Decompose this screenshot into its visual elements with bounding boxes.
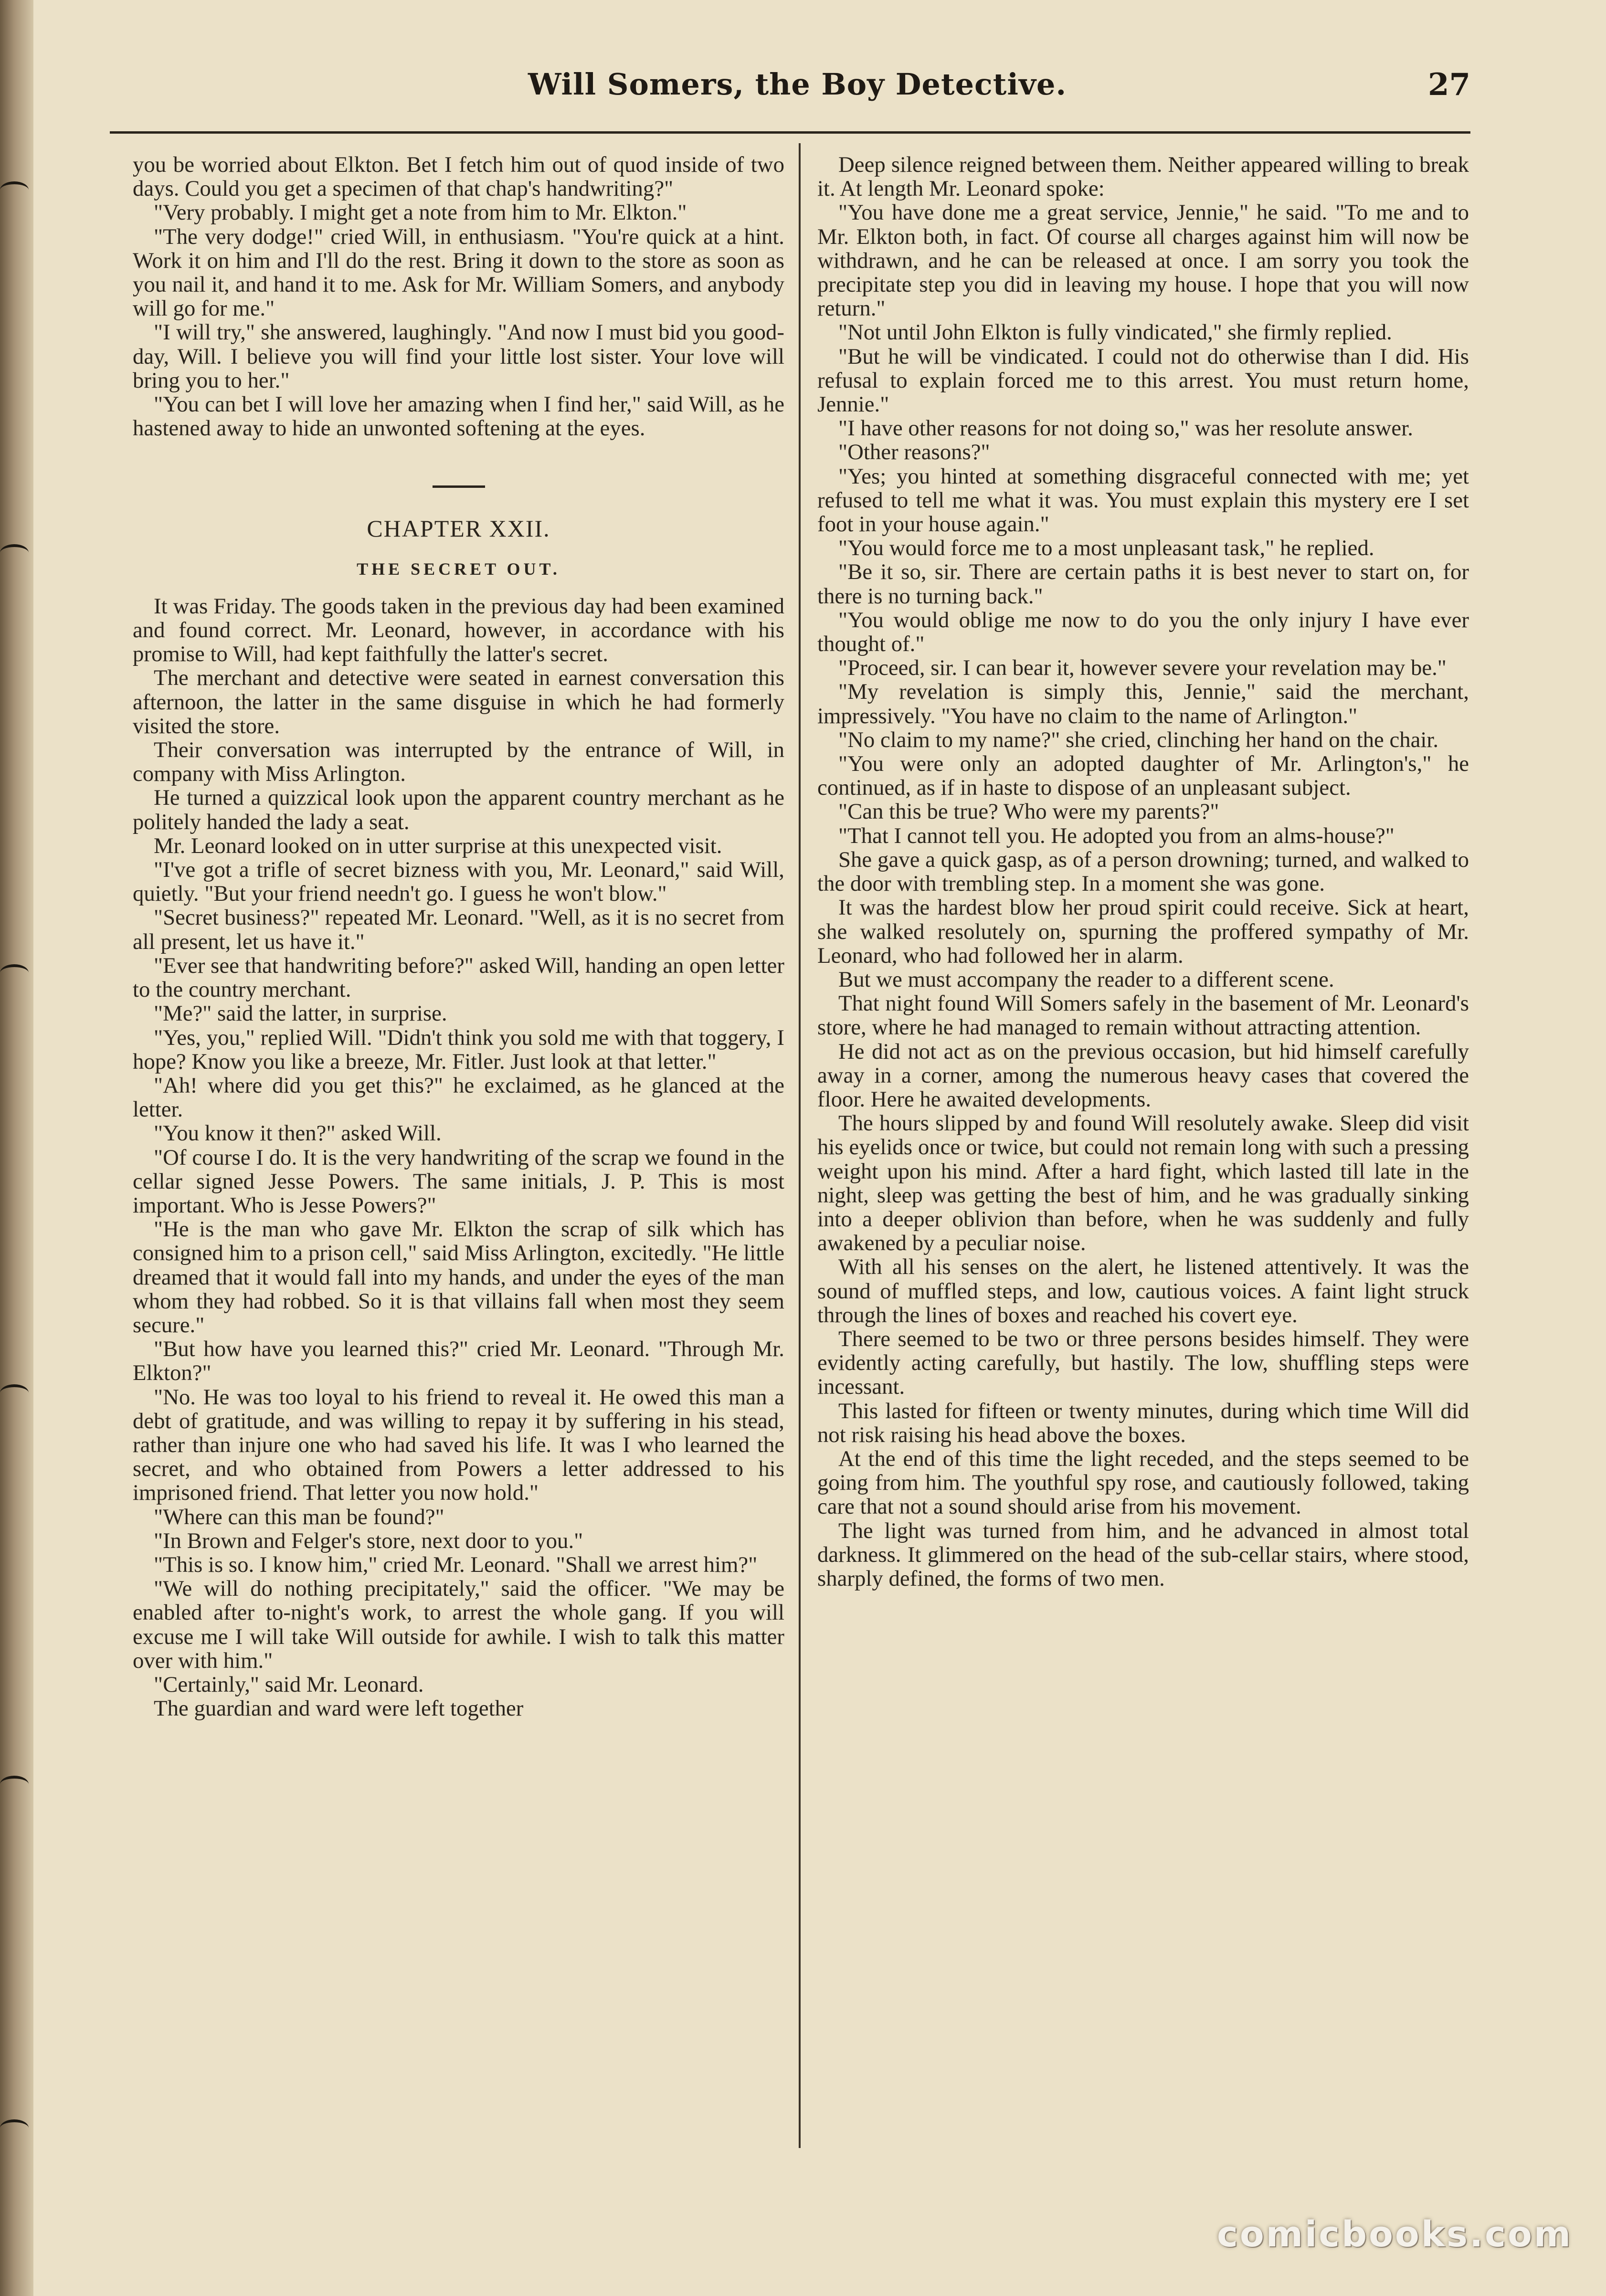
paragraph: Their conversation was interrupted by the entrance of Will, in company with Miss Arlington. xyxy=(133,737,784,787)
paragraph: "He is the man who gave Mr. Elkton the scrap of silk which has consigned him to a prison cell," said Miss Arlington, excitedly. "He little dreamed that it would fall into my hands, and under the eyes of the man whom they had robbed. So it is that villains fall when most they seem secure." xyxy=(133,1217,784,1338)
right-column-text xyxy=(817,153,1469,1590)
left-column-text-before-chapter xyxy=(133,153,784,440)
paragraph: "My revelation is simply this, Jennie," said the merchant, impressively. "You have no claim to the name of Arlington." xyxy=(817,679,1469,728)
paragraph: "We will do nothing precipitately," said the officer. "We may be enabled after to-night's work, to arrest the whole gang. If you will excuse me I will take Will outside for awhile. I wish to talk this matter over with him." xyxy=(133,1576,784,1673)
binding-stitch xyxy=(0,1384,29,1401)
paragraph: "That I cannot tell you. He adopted you from an alms-house?" xyxy=(838,823,1395,848)
paragraph: "The very dodge!" cried Will, in enthusiasm. "You're quick at a hint. Work it on him and I'll do the rest. Bring it down to the store as soon as you nail it, and hand it to me. Ask for Mr. William Somers, and anybody will go for me." xyxy=(133,224,784,321)
paragraph: "Certainly," said Mr. Leonard. xyxy=(154,1672,424,1697)
paragraph: "No. He was too loyal to his friend to reveal it. He owed this man a debt of gratitude, and was willing to repay it by suffering in his stead, rather than injure one who had saved his life. It was I who learned the secret, and who obtained from Powers a letter addressed to his imprisoned friend. That letter you now hold." xyxy=(133,1384,784,1506)
paragraph: Mr. Leonard looked on in utter surprise at this unexpected visit. xyxy=(154,833,722,858)
paragraph: "I have other reasons for not doing so," was her resolute answer. xyxy=(838,416,1413,441)
paragraph: She gave a quick gasp, as of a person drowning; turned, and walked to the door with trembling step. In a moment she was gone. xyxy=(817,847,1469,896)
paragraph: "Me?" said the latter, in surprise. xyxy=(154,1001,447,1026)
header-rule xyxy=(110,131,1470,134)
paragraph: There seemed to be two or three persons besides himself. They were evidently acting carefully, but hastily. The low, shuffling steps were incessant. xyxy=(817,1326,1469,1400)
running-title: Will Somers, the Boy Detective. xyxy=(528,67,1067,102)
paragraph: "I've got a trifle of secret bizness with you, Mr. Leonard," said Will, quietly. "But your friend needn't go. I guess he won't blow." xyxy=(133,857,784,906)
paragraph: "Can this be true? Who were my parents?" xyxy=(838,799,1219,824)
left-column xyxy=(133,153,784,2138)
paragraph: "Of course I do. It is the very handwriting of the scrap we found in the cellar signed Jesse Powers. The same initials, J. P. This is most important. Who is Jesse Powers?" xyxy=(133,1145,784,1218)
paragraph: But we must accompany the reader to a different scene. xyxy=(838,967,1334,992)
paragraph: It was Friday. The goods taken in the previous day had been examined and found correct. Mr. Leonard, however, in accordance with his promise to Will, had kept faithfully the latter's secret. xyxy=(133,593,784,667)
paragraph: It was the hardest blow her proud spirit could receive. Sick at heart, she walked resolutely on, spurning the proffered sympathy of Mr. Leonard, who had followed her in alarm. xyxy=(817,895,1469,968)
paragraph: "But he will be vindicated. I could not do otherwise than I did. His refusal to explain forced me to this arrest. You must return home, Jennie." xyxy=(817,344,1469,417)
binding-stitch xyxy=(0,1776,29,1793)
paragraph: "Ah! where did you get this?" he exclaimed, as he glanced at the letter. xyxy=(133,1073,784,1122)
paragraph: "In Brown and Felger's store, next door to you." xyxy=(154,1528,583,1553)
paragraph: With all his senses on the alert, he listened attentively. It was the sound of muffled steps, and low, cautious voices. A faint light struck through the lines of boxes and reached his covert eye. xyxy=(817,1254,1469,1327)
paragraph: The guardian and ward were left together xyxy=(154,1696,524,1721)
paragraph: The light was turned from him, and he advanced in almost total darkness. It glimmered on the head of the sub-cellar stairs, where stood, sharply defined, the forms of two men. xyxy=(817,1518,1469,1591)
right-column xyxy=(817,153,1469,2138)
paragraph: "You have done me a great service, Jennie," he said. "To me and to Mr. Elkton both, in fact. Of course all charges against him will now be withdrawn, and he can be released at once. I am sorry you took the precipitate step you did in leaving my house. I hope that you will now return." xyxy=(817,200,1469,321)
paragraph: "Not until John Elkton is fully vindicated," she firmly replied. xyxy=(838,320,1392,345)
chapter-heading: CHAPTER XXII. xyxy=(367,515,550,542)
paragraph: Deep silence reigned between them. Neither appeared willing to break it. At length Mr. Leonard spoke: xyxy=(817,153,1469,201)
binding-spine xyxy=(0,0,33,2296)
paragraph: "I will try," she answered, laughingly. "And now I must bid you good-day, Will. I believe you will find your little lost sister. Your love will bring you to her." xyxy=(133,320,784,393)
watermark: comicbooks.com xyxy=(1217,2214,1573,2255)
paragraph: "You can bet I will love her amazing when I find her," said Will, as he hastened away to hide an unwonted softening at the eyes. xyxy=(133,392,784,441)
paragraph: That night found Will Somers safely in the basement of Mr. Leonard's store, where he had managed to remain without attracting attention. xyxy=(817,991,1469,1040)
paragraph: "You know it then?" asked Will. xyxy=(154,1121,442,1146)
paragraph: "No claim to my name?" she cried, clinching her hand on the chair. xyxy=(838,727,1439,752)
chapter-subtitle: THE SECRET OUT. xyxy=(357,559,560,579)
paragraph: "Where can this man be found?" xyxy=(154,1504,444,1529)
left-column-text-after-chapter xyxy=(133,594,784,1721)
paragraph: He turned a quizzical look upon the apparent country merchant as he politely handed the lady a seat. xyxy=(133,785,784,834)
section-divider-rule xyxy=(433,485,485,488)
paragraph: "Very probably. I might get a note from him to Mr. Elkton." xyxy=(154,200,687,225)
paragraph: "Secret business?" repeated Mr. Leonard. "Well, as it is no secret from all present, let us have it." xyxy=(133,905,784,954)
paragraph: The hours slipped by and found Will resolutely awake. Sleep did visit his eyelids once or twice, but could not remain long with such a pressing weight upon his mind. After a hard fight, which lasted till late in the night, sleep was getting the best of him, and he was gradually sinking into a deeper oblivion than before, when he was suddenly and fully awakened by a peculiar noise. xyxy=(817,1111,1469,1256)
paragraph: "Yes; you hinted at something disgraceful connected with me; yet refused to tell me what it was. You must explain this mystery ere I set foot in your house again." xyxy=(817,463,1469,537)
binding-stitch xyxy=(0,181,29,199)
paragraph: "Ever see that handwriting before?" asked Will, handing an open letter to the country merchant. xyxy=(133,953,784,1002)
paragraph: "Yes, you," replied Will. "Didn't think you sold me with that toggery, I hope? Know you like a breeze, Mr. Fitler. Just look at that letter." xyxy=(133,1025,784,1074)
paragraph: "You would force me to a most unpleasant task," he replied. xyxy=(838,536,1374,561)
column-divider xyxy=(799,143,801,2148)
page-number: 27 xyxy=(1427,67,1470,103)
paragraph: "Be it so, sir. There are certain paths it is best never to start on, for there is no turning back." xyxy=(817,559,1469,609)
paragraph: He did not act as on the previous occasion, but hid himself carefully away in a corner, among the numerous heavy cases that covered the floor. Here he awaited developments. xyxy=(817,1039,1469,1112)
binding-stitch xyxy=(0,964,29,981)
paragraph: "But how have you learned this?" cried Mr. Leonard. "Through Mr. Elkton?" xyxy=(133,1337,784,1386)
paragraph: "Other reasons?" xyxy=(838,440,990,465)
binding-stitch xyxy=(0,544,29,561)
paragraph: At the end of this time the light receded, and the steps seemed to be going from him. The youthful spy rose, and cautiously followed, taking care that not a sound should arise from his movement. xyxy=(817,1446,1469,1519)
binding-stitch xyxy=(0,2119,29,2137)
paragraph: The merchant and detective were seated in earnest conversation this afternoon, the latter in the same disguise in which he had formerly visited the store. xyxy=(133,665,784,738)
paragraph: you be worried about Elkton. Bet I fetch him out of quod inside of two days. Could you get a specimen of that chap's handwriting?" xyxy=(133,153,784,201)
paragraph: This lasted for fifteen or twenty minutes, during which time Will did not risk raising his head above the boxes. xyxy=(817,1398,1469,1447)
page-header xyxy=(124,67,1470,119)
paragraph: "Proceed, sir. I can bear it, however severe your revelation may be." xyxy=(838,655,1447,681)
paragraph: "You would oblige me now to do you the only injury I have ever thought of." xyxy=(817,607,1469,657)
paragraph: "You were only an adopted daughter of Mr. Arlington's," he continued, as if in haste to dispose of an unpleasant subject. xyxy=(817,751,1469,800)
paragraph: "This is so. I know him," cried Mr. Leonard. "Shall we arrest him?" xyxy=(154,1552,758,1577)
